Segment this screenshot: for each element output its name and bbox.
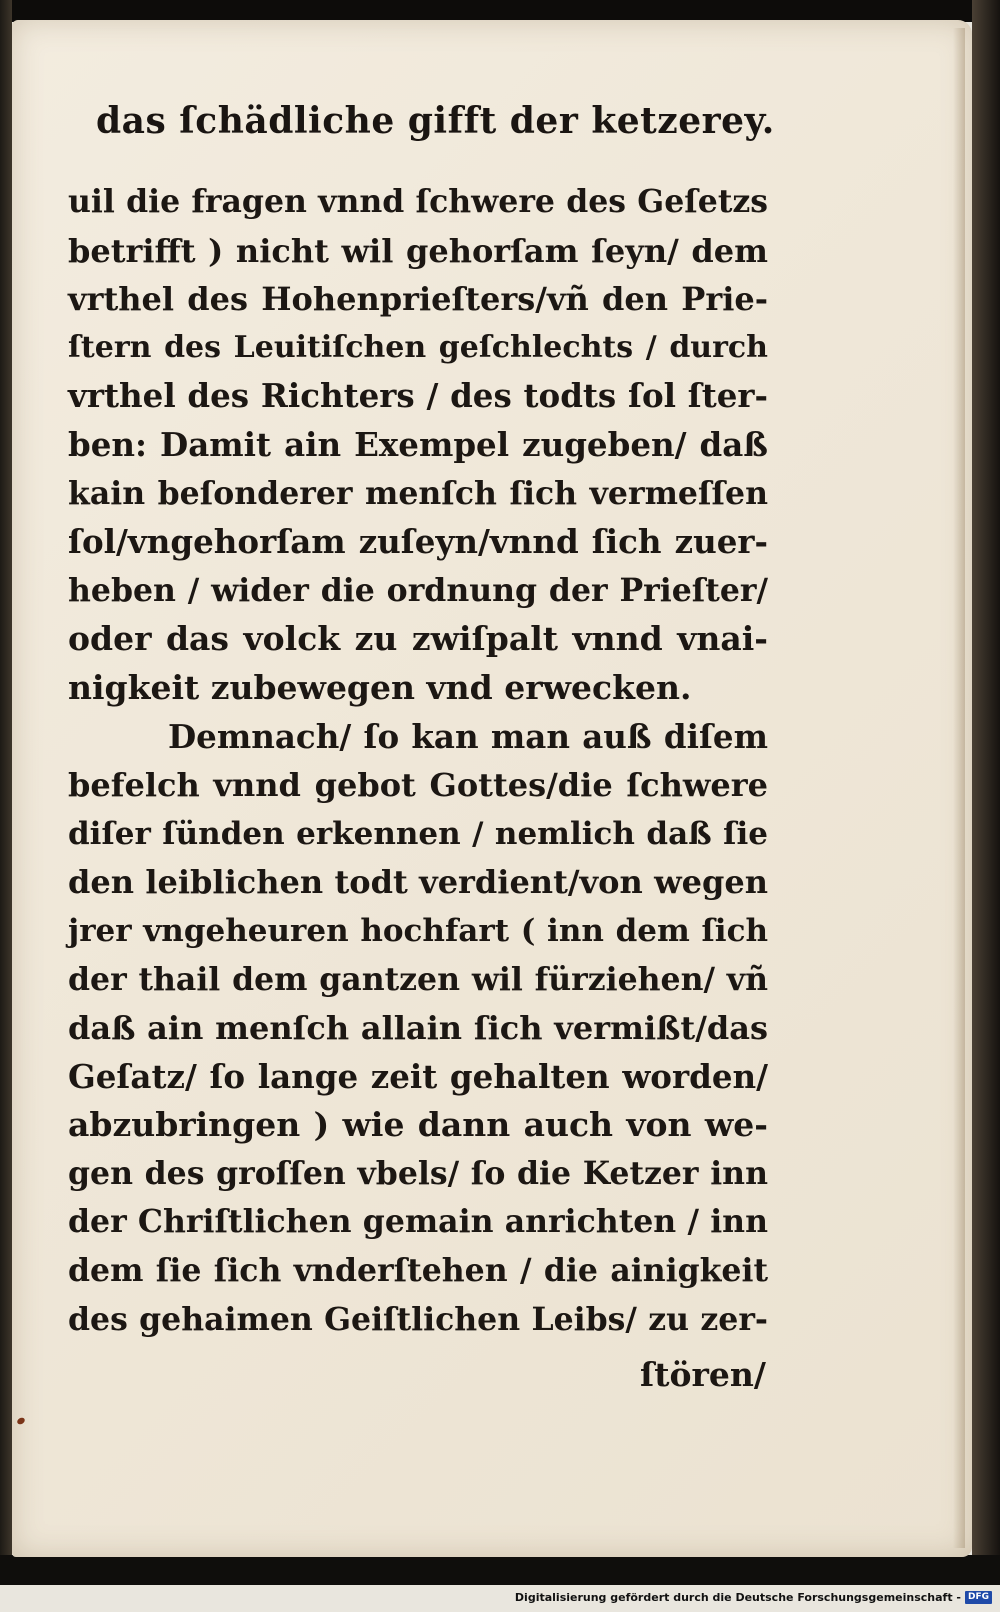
- text-line: uil die fragen vnnd ſchwere des Geſetzs: [68, 183, 768, 220]
- body-text: [68, 178, 768, 1344]
- text-line: vrthel des Hohenprieſters/vñ den Prie-: [68, 280, 768, 319]
- text-line: abzubringen ) wie dann auch von we-: [68, 1105, 768, 1145]
- text-line: kain beſonderer menſch ſich vermeſſen: [68, 474, 768, 512]
- text-line: gen des groſſen vbels/ ſo die Ketzer inn: [68, 1154, 768, 1192]
- text-line: der Chriſtlichen gemain anrichten / inn: [68, 1203, 768, 1241]
- text-line: jrer vngeheuren hochfart ( inn dem ſich: [68, 912, 768, 949]
- text-line: betrifft ) nicht wil gehorſam ſeyn/ dem: [68, 231, 768, 270]
- text-line: ſol/vngehorſam zuſeyn/vnnd ſich zuer-: [68, 522, 768, 562]
- page-edge-shadow: [953, 28, 965, 1548]
- book-right-edge: [972, 0, 1000, 1575]
- text-line: dem ſie ſich vnderſtehen / die ainigkeit: [68, 1252, 768, 1290]
- text-line: vrthel des Richters / des todts ſol ſter-: [68, 376, 768, 416]
- scan-bottom-border: [0, 1555, 1000, 1585]
- book-left-edge: [0, 0, 12, 1575]
- digitization-credit: [515, 1591, 992, 1604]
- text-line: ben: Damit ain Exempel zugeben/ daß: [68, 424, 768, 464]
- text-line: oder das volck zu zwiſpalt vnnd vnai-: [68, 619, 768, 659]
- text-line: heben / wider die ordnung der Prieſter/: [68, 571, 768, 609]
- text-line: des gehaimen Geiſtlichen Leibs/ zu zer-: [68, 1300, 768, 1338]
- paragraph-start-line: Demnach/ ſo kan man auß diſem: [168, 716, 768, 756]
- text-line: den leiblichen todt verdient/von wegen: [68, 863, 768, 902]
- text-line: Geſatz/ ſo lange zeit gehalten worden/: [68, 1056, 768, 1096]
- catchword: ſtören/: [640, 1355, 766, 1394]
- text-line: nigkeit zubewegen vnd erwecken.: [68, 667, 692, 707]
- running-head: das ſchädliche gifft der ketzerey.: [96, 100, 775, 142]
- text-line: daß ain menſch allain ſich vermißt/das: [68, 1009, 768, 1048]
- text-line: ſtern des Leuitiſchen geſchlechts / durch: [68, 329, 768, 365]
- text-line: befelch vnnd gebot Gottes/die ſchwere: [68, 766, 768, 805]
- credit-text: Digitalisierung gefördert durch die Deutsche Forschungsgemeinschaft -: [514, 1591, 961, 1604]
- text-line: diſer ſünden erkennen / nemlich daß ſie: [68, 815, 768, 852]
- scan-top-border: [0, 0, 1000, 22]
- text-line: der thail dem gantzen wil fürziehen/ vñ: [68, 960, 768, 998]
- dfg-logo: DFG: [965, 1591, 992, 1604]
